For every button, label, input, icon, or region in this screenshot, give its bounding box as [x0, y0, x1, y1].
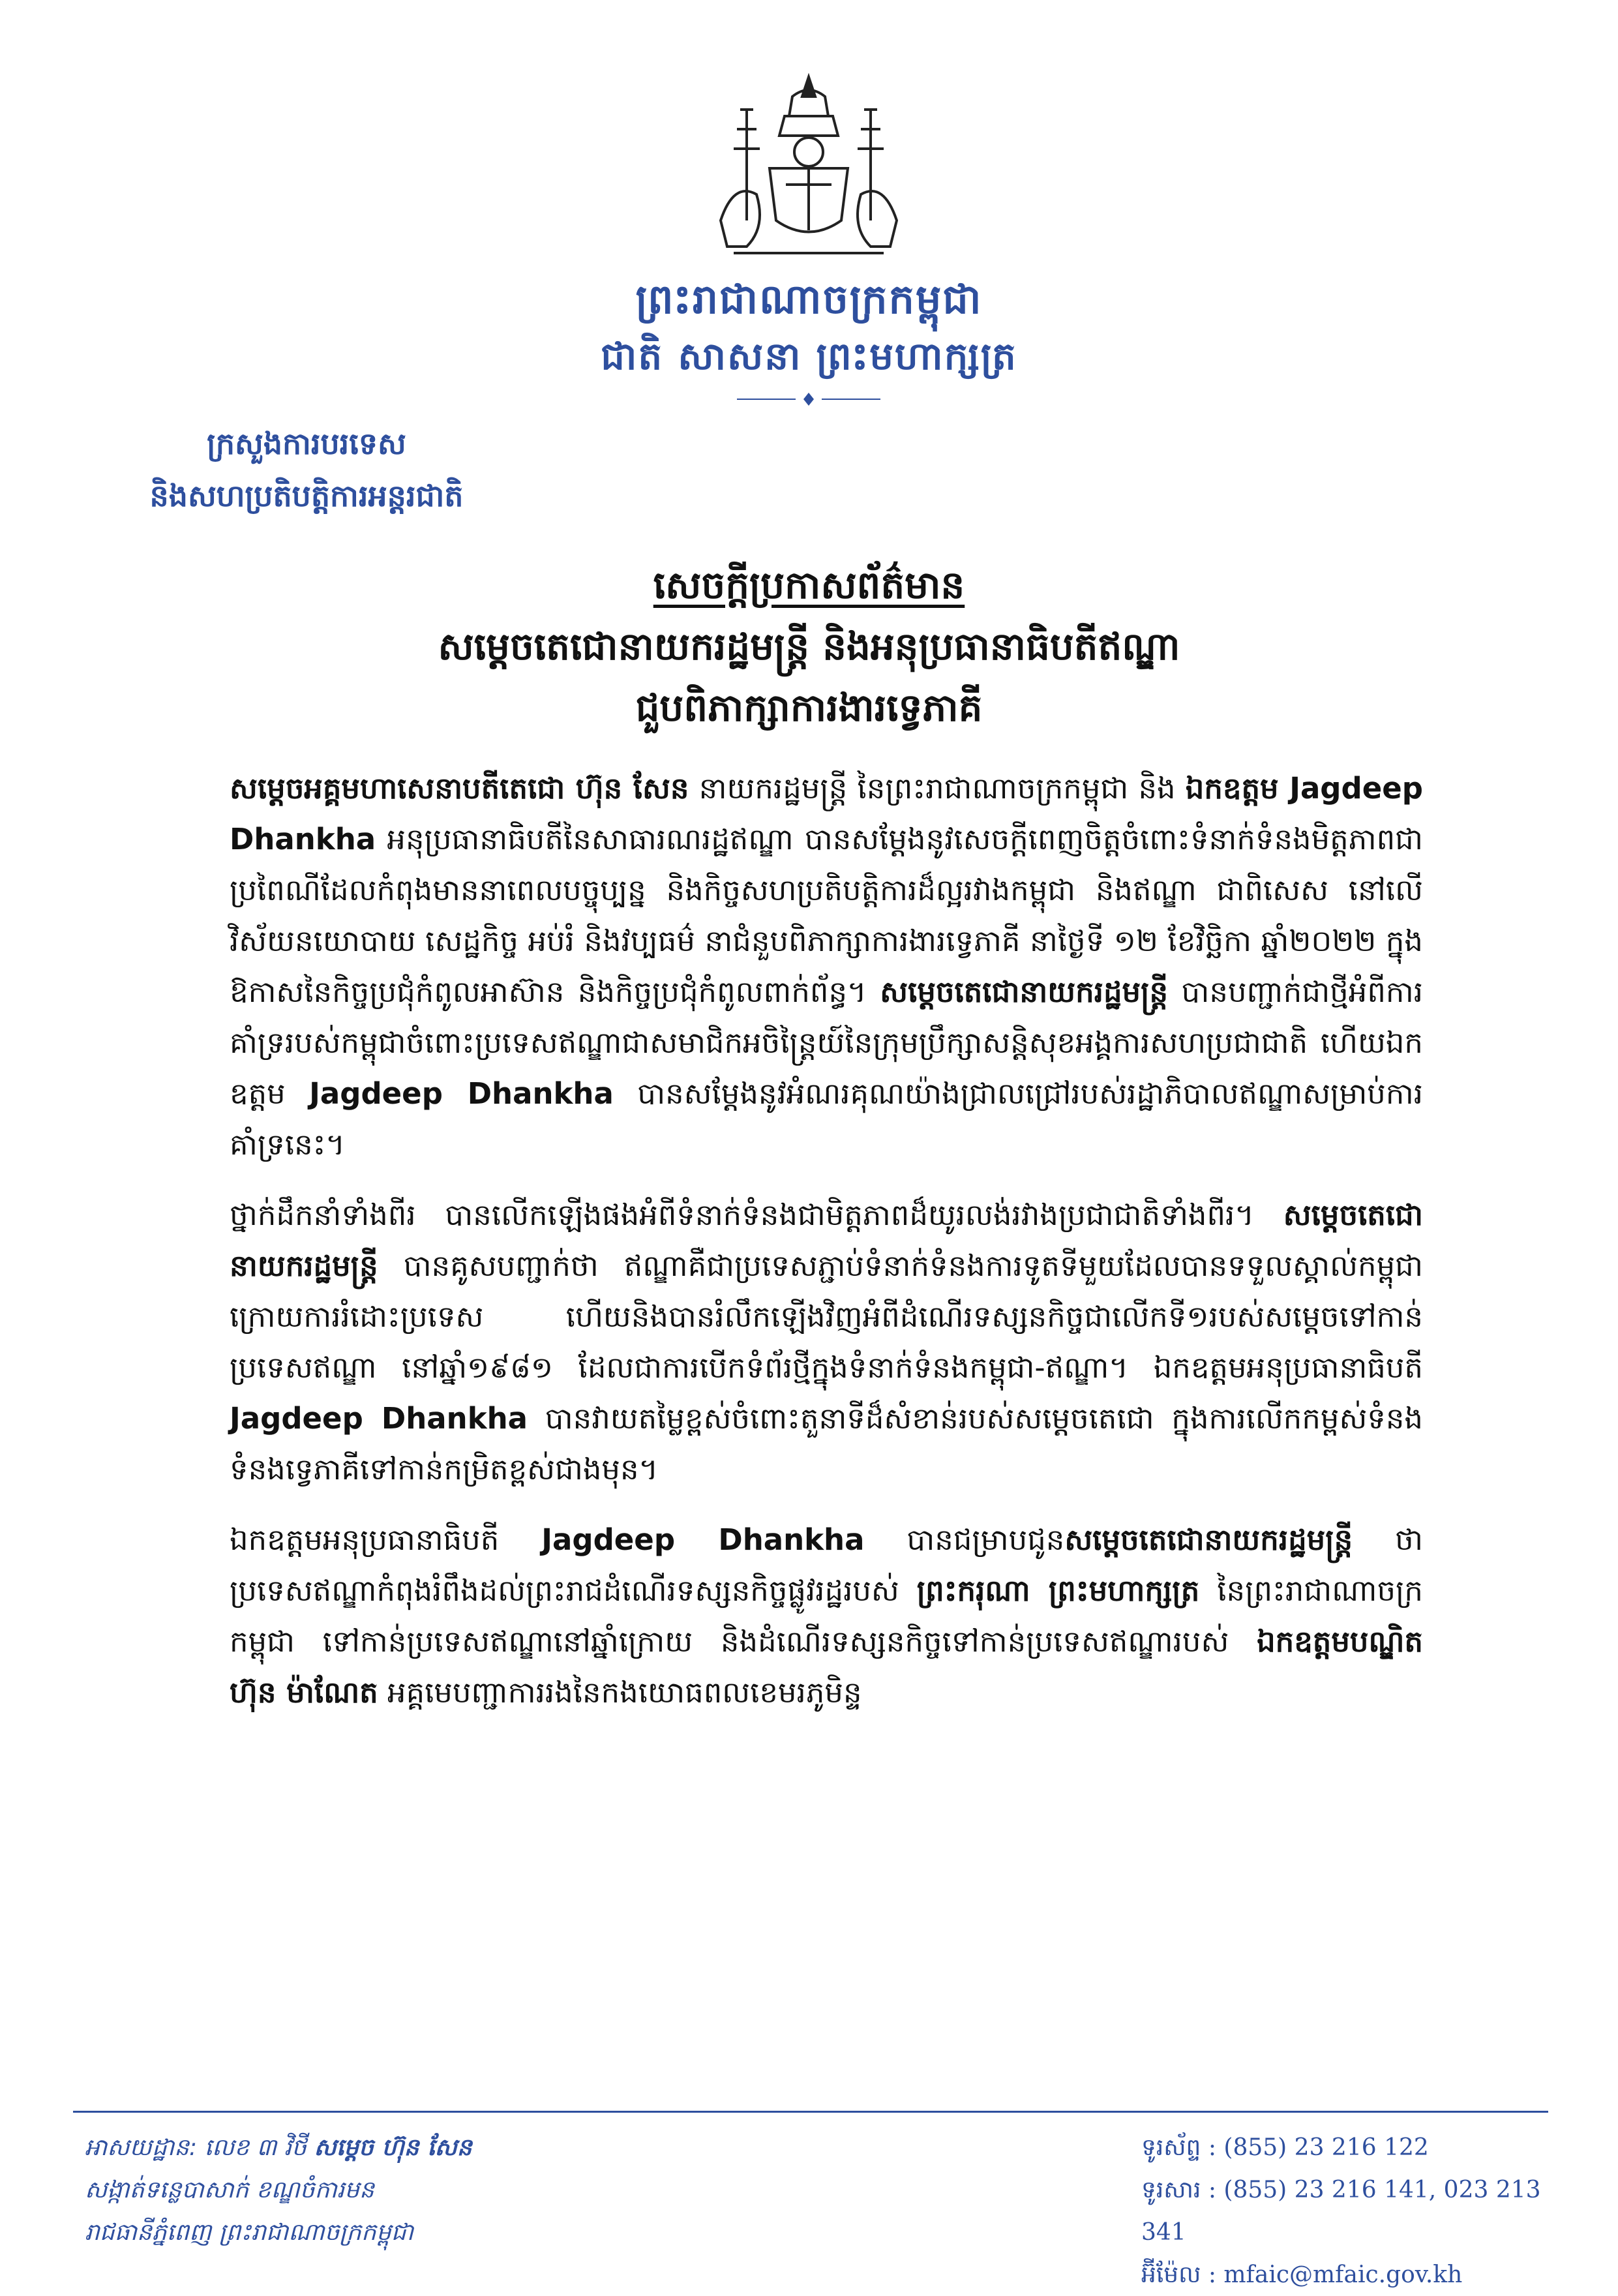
address-text: លេខ ៣ វិថី — [197, 2134, 314, 2161]
bold-text: ព្រះករុណា ព្រះមហាក្សត្រ — [916, 1573, 1200, 1608]
address-label: អាសយដ្ឋាន: — [85, 2134, 198, 2161]
bold-text: Jagdeep Dhankha — [309, 1076, 614, 1111]
bold-text: Jagdeep Dhankha — [230, 1401, 528, 1436]
title-press-release: សេចក្តីប្រកាសព័ត៌មាន — [653, 563, 965, 607]
text-span: បានសម្តែងនូវអំណរគុណយ៉ាងជ្រាលជ្រៅរបស់រដ្ឋាភិបាលឥណ្ឌាសម្រាប់ការគាំទ្រនេះ។ — [230, 1076, 1423, 1162]
address-street: សម្តេច ហ៊ុន សែន — [314, 2134, 472, 2161]
bold-text: សម្តេចតេជោនាយករដ្ឋមន្ត្រី — [1064, 1522, 1353, 1557]
text-span: ថ្នាក់ដឹកនាំទាំងពីរ បានលើកឡើងផងអំពីទំនាក់ទំនងជាមិត្តភាពដ៏យូរលង់រវាងប្រជាជាតិទាំងពីរ។ — [230, 1198, 1283, 1232]
paragraph-3 — [230, 1515, 1423, 1718]
body-text — [230, 763, 1423, 1738]
text-span: ឯកឧត្តមអនុប្រធានាធិបតី — [230, 1522, 542, 1557]
paragraph-2 — [230, 1190, 1423, 1495]
title-line-2: សម្តេចតេជោនាយករដ្ឋមន្ត្រី និងអនុប្រធានាធិបតីឥណ្ឌា — [438, 624, 1180, 669]
kingdom-motto: ជាតិ សាសនា ព្រះមហាក្សត្រ — [601, 334, 1017, 378]
ministry-line-2: និងសហប្រតិបត្តិការអន្តរជាតិ — [149, 478, 464, 513]
fax-label: ទូរសារ — [1141, 2177, 1201, 2203]
kingdom-title: ព្រះរាជាណាចក្រកម្ពុជា — [635, 275, 983, 323]
email-label: អ៊ីម៉ែល — [1141, 2261, 1201, 2288]
footer-contact — [1141, 2126, 1572, 2296]
royal-coat-of-arms-icon — [708, 70, 910, 266]
footer-divider — [73, 2111, 1548, 2113]
bold-text: សម្តេចតេជោនាយករដ្ឋមន្ត្រី — [230, 1198, 1423, 1283]
text-span: បានវាយតម្លៃខ្ពស់ចំពោះតួនាទីដ៏សំខាន់របស់សម្តេចតេជោ ក្នុងការលើកកម្ពស់ទំនងទំនងទ្វេភាគីទៅកាន់កម្រិតខ្ពស់ជាងមុន។ — [230, 1401, 1423, 1487]
address-line-1 — [85, 2126, 933, 2169]
bold-text: ឯកឧត្តម Jagdeep Dhankha — [230, 771, 1423, 856]
fax-number: : (855) 23 216 141, 023 213 341 — [1141, 2177, 1541, 2246]
address-line-3: រាជធានីភ្នំពេញ ព្រះរាជាណាចក្រកម្ពុជា — [85, 2219, 413, 2246]
text-span: នៃព្រះរាជាណាចក្រកម្ពុជា ទៅកាន់ប្រទេសឥណ្ឌានៅឆ្នាំក្រោយ និងដំណើរទស្សនកិច្ចទៅកាន់ប្រទេសឥណ្ឌារបស់ — [230, 1573, 1423, 1659]
email-link[interactable]: : mfaic@mfaic.gov.kh — [1201, 2261, 1463, 2288]
text-span: នាយករដ្ឋមន្ត្រី នៃព្រះរាជាណាចក្រកម្ពុជា និង — [689, 771, 1186, 806]
phone-line — [1141, 2126, 1572, 2169]
text-span: បានជម្រាបជូន — [864, 1522, 1065, 1557]
fax-line — [1141, 2169, 1572, 2254]
ministry-line-1: ក្រសួងការបរទេស — [207, 426, 406, 461]
ministry-name — [124, 417, 489, 522]
divider-ornament-icon — [737, 391, 880, 407]
bold-text: Jagdeep Dhankha — [541, 1522, 865, 1557]
footer-address — [85, 2126, 933, 2254]
title-line-3: ជួបពិភាក្សាការងារទ្វេភាគី — [635, 686, 983, 730]
text-span: ថា ប្រទេសឥណ្ឌាកំពុងរំពឹងដល់ព្រះរាជដំណើរទស្សនកិច្ចផ្លូវរដ្ឋរបស់ — [230, 1522, 1423, 1608]
text-span: អនុប្រធានាធិបតីនៃសាធារណរដ្ឋឥណ្ឌា បានសម្តែងនូវសេចក្តីពេញចិត្តចំពោះទំនាក់ទំនងមិត្តភាពជាប្រពៃណីដែលកំពុងមាននាពេលបច្ចុប្បន្ន និងកិច្ចសហប្រតិបត្តិការដ៏ល្អរវាងកម្ពុជា និងឥណ្ឌា ជាពិសេស នៅលើវិស័យនយោបាយ សេដ្ឋកិច្ច អប់រំ និងវប្បធម៌ នាជំនួបពិភាក្សាការងារទ្វេភាគី នាថ្ងៃទី ១២ ខែវិច្ឆិកា ឆ្នាំ២០២២ ក្នុងឱកាសនៃកិច្ចប្រជុំកំពូលអាស៊ាន និងកិច្ចប្រជុំកំពូលពាក់ព័ន្ធ។ — [230, 822, 1423, 1009]
text-span: បានបញ្ជាក់ជាថ្មីអំពីការគាំទ្ររបស់កម្ពុជាចំពោះប្រទេសឥណ្ឌាជាសមាជិកអចិន្ត្រៃយ៍នៃក្រុមប្រឹក្សាសន្តិសុខអង្គការសហប្រជាជាតិ ហើយឯកឧត្តម — [230, 974, 1424, 1111]
phone-label: ទូរស័ព្ទ — [1141, 2134, 1201, 2161]
paragraph-1 — [230, 763, 1423, 1170]
bold-text: សម្តេចអគ្គមហាសេនាបតីតេជោ ហ៊ុន សែន — [230, 771, 689, 806]
document-title — [0, 554, 1618, 738]
bold-text: ឯកឧត្តមបណ្ឌិត ហ៊ុន ម៉ាណែត — [230, 1624, 1423, 1710]
text-span: បានគូសបញ្ជាក់ថា ឥណ្ឌាគឺជាប្រទេសភ្ជាប់ទំនាក់ទំនងការទូតទីមួយដែលបានទទួលស្គាល់កម្ពុជាក្រោយការរំដោះប្រទេស ហើយនិងបានរំលឹកឡើងវិញអំពីដំណើរទស្សនកិច្ចជាលើកទី១របស់សម្តេចទៅកាន់ប្រទេសឥណ្ឌា នៅឆ្នាំ១៩៨១ ដែលជាការបើកទំព័រថ្មីក្នុងទំនាក់ទំនងកម្ពុជា-ឥណ្ឌា។ ឯកឧត្តមអនុប្រធានាធិបតី — [230, 1248, 1423, 1385]
phone-number: : (855) 23 216 122 — [1201, 2134, 1429, 2161]
address-line-2: សង្កាត់ទន្លេបាសាក់ ខណ្ឌចំការមន — [85, 2177, 374, 2203]
text-span: អគ្គមេបញ្ជាការរងនៃកងយោធពលខេមរភូមិន្ទ — [378, 1675, 862, 1710]
email-line[interactable] — [1141, 2254, 1572, 2296]
bold-text: សម្តេចតេជោនាយករដ្ឋមន្ត្រី — [880, 974, 1169, 1009]
